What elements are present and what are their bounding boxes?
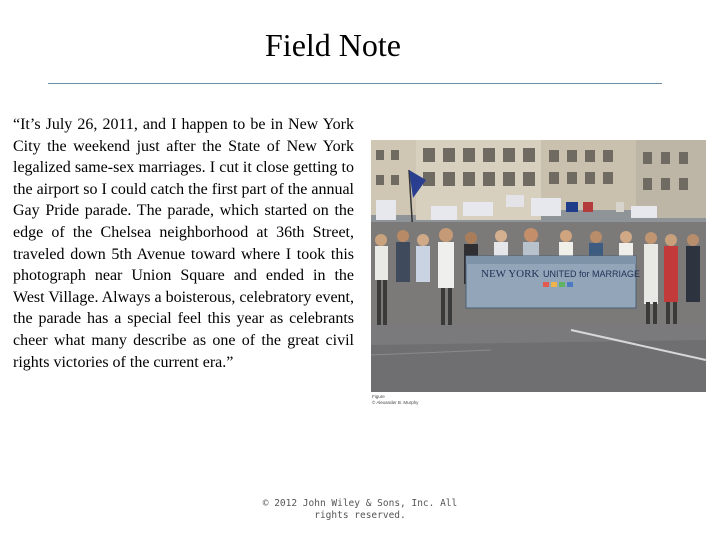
copyright-footer: © 2012 John Wiley & Sons, Inc. All rights reserved. xyxy=(262,498,458,521)
parade-photo xyxy=(371,140,706,392)
title-divider xyxy=(48,83,662,84)
photo-caption xyxy=(372,394,418,405)
banner-text-right: UNITED for MARRIAGE xyxy=(543,269,641,279)
page-title: Field Note xyxy=(265,27,401,63)
field-note-text: “It’s July 26, 2011, and I happen to be in New York City the weekend just after the State of New York legalized same-sex marriages. I cut it close getting to the airport so I could catch the first part of the annual Gay Pride parade. The parade, which started on the edge of the Chelsea neighborhood at 36th Street, traveled down 5th Avenue toward where I took this photograph near Union Square and ended in the West Village. Always a boisterous, celebratory event, the parade has a special feel this year as celebrants cheer what many describe as one of the great civil rights victories of the current era.” xyxy=(13,116,354,371)
caption-figure: Figure xyxy=(372,394,385,399)
caption-credit: © Alexander B. Murphy xyxy=(372,399,419,405)
banner-text-left: NEW YORK xyxy=(481,268,540,280)
